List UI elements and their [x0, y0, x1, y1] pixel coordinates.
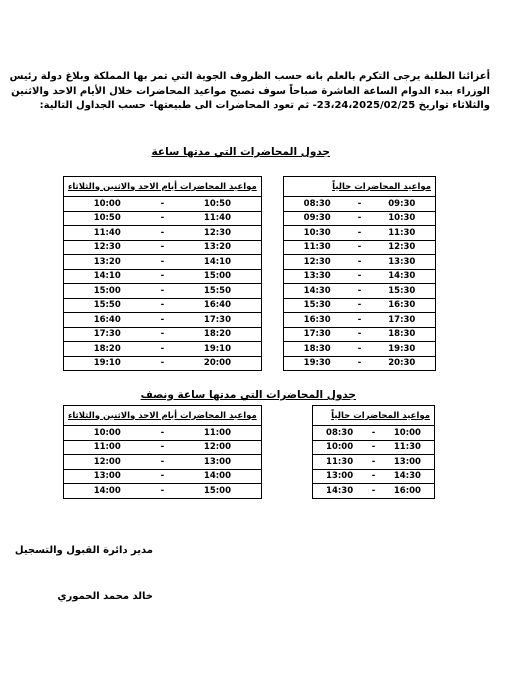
- table-row: [64, 313, 262, 328]
- start-time: 14:00: [93, 485, 121, 496]
- table-row: [313, 426, 435, 441]
- start-time: 18:30: [284, 342, 351, 357]
- separator: -: [350, 226, 368, 241]
- end-time: 16:40: [174, 298, 261, 313]
- end-time: 20:00: [203, 358, 231, 369]
- start-time: 13:00: [313, 469, 367, 484]
- separator: -: [350, 313, 368, 328]
- intro-line-3: والثلاثاء تواريخ 23،24،2025/02/25- ثم تعود المحاضرات الى طبيعتها- حسب الجداول التالية:: [39, 100, 490, 111]
- table-row: [64, 284, 262, 299]
- table-row: [64, 455, 262, 470]
- start-time: 11:30: [284, 240, 351, 255]
- start-time: 12:00: [64, 455, 151, 470]
- separator: -: [150, 455, 174, 470]
- intro-line-2: الوزراء ببدء الدوام الساعة العاشرة صباحاً سوف تصبح مواعيد المحاضرات خلال الأيام الاحد والاثنين: [11, 85, 490, 97]
- table-row: [284, 255, 436, 270]
- end-time: 20:30: [388, 358, 416, 369]
- start-time: 13:20: [64, 255, 151, 270]
- start-time: 11:00: [64, 440, 151, 455]
- table-row: [64, 269, 262, 284]
- start-time: 16:40: [64, 313, 151, 328]
- signature-name: خالد محمد الحموري: [57, 591, 153, 602]
- end-time: 13:30: [369, 255, 436, 270]
- section1-current-table: [283, 176, 436, 371]
- start-time: 08:30: [284, 197, 351, 212]
- end-time: 14:00: [174, 469, 261, 484]
- start-time: 13:30: [284, 269, 351, 284]
- table-row: [64, 342, 262, 357]
- end-time: 19:30: [369, 342, 436, 357]
- table-row: [284, 313, 436, 328]
- end-time: 10:30: [369, 211, 436, 226]
- end-time: 17:30: [369, 313, 436, 328]
- separator: -: [357, 358, 362, 369]
- table-row: [284, 284, 436, 299]
- table-row: [64, 255, 262, 270]
- start-time: 17:30: [284, 327, 351, 342]
- separator: -: [371, 485, 376, 496]
- end-time: 10:50: [174, 197, 261, 212]
- separator: -: [150, 469, 174, 484]
- end-time: 16:30: [369, 298, 436, 313]
- table-row: [64, 226, 262, 241]
- end-time: 09:30: [369, 197, 436, 212]
- end-time: 13:00: [381, 455, 435, 470]
- start-time: 10:00: [64, 197, 151, 212]
- table-row: [313, 440, 435, 455]
- end-time: 18:20: [174, 327, 261, 342]
- section2-heading: جدول المحاضرات التي مدتها ساعة ونصف: [140, 389, 356, 401]
- table-row: [64, 469, 262, 484]
- separator: -: [150, 342, 174, 357]
- separator: -: [150, 426, 174, 441]
- table-row: [64, 197, 262, 212]
- end-time: 13:20: [174, 240, 261, 255]
- signature-title: مدير دائرة القبول والتسجيل: [14, 545, 153, 556]
- table-row: [284, 197, 436, 212]
- end-time: 11:30: [381, 440, 435, 455]
- start-time: 17:30: [64, 327, 151, 342]
- table-row: [64, 426, 262, 441]
- end-time: 19:10: [174, 342, 261, 357]
- start-time: 08:30: [313, 426, 367, 441]
- separator: -: [150, 226, 174, 241]
- separator: -: [150, 197, 174, 212]
- end-time: 15:30: [369, 284, 436, 299]
- end-time: 15:00: [174, 269, 261, 284]
- intro-paragraph: [9, 70, 490, 114]
- section2-current-table: [312, 405, 435, 499]
- section2-new-header: مواعيد المحاضرات أيام الاحد والاثنين والثلاثاء: [64, 406, 262, 426]
- table-row: [313, 469, 435, 484]
- table-row: [64, 484, 262, 499]
- separator: -: [150, 327, 174, 342]
- section1-new-header: مواعيد المحاضرات أيام الاحد والاثنين والثلاثاء: [64, 177, 262, 197]
- start-time: 16:30: [284, 313, 351, 328]
- table-row: [284, 327, 436, 342]
- end-time: 15:50: [174, 284, 261, 299]
- separator: -: [160, 358, 165, 369]
- end-time: 16:00: [393, 485, 421, 496]
- separator: -: [150, 284, 174, 299]
- table-row: [284, 226, 436, 241]
- start-time: 14:30: [284, 284, 351, 299]
- start-time: 15:50: [64, 298, 151, 313]
- separator: -: [150, 255, 174, 270]
- separator: -: [150, 211, 174, 226]
- start-time: 10:00: [313, 440, 367, 455]
- start-time: 19:10: [93, 358, 121, 369]
- table-row: [64, 440, 262, 455]
- section2-new-table: [63, 405, 262, 499]
- table-row: [313, 455, 435, 470]
- table-row: [284, 298, 436, 313]
- start-time: 10:50: [64, 211, 151, 226]
- end-time: 18:30: [369, 327, 436, 342]
- end-time: 14:30: [381, 469, 435, 484]
- start-time: 11:30: [313, 455, 367, 470]
- separator: -: [350, 255, 368, 270]
- separator: -: [350, 327, 368, 342]
- table-row: [64, 356, 262, 371]
- separator: -: [350, 240, 368, 255]
- start-time: 12:30: [284, 255, 351, 270]
- end-time: 12:00: [174, 440, 261, 455]
- separator: -: [366, 455, 381, 470]
- end-time: 12:30: [174, 226, 261, 241]
- separator: -: [150, 240, 174, 255]
- separator: -: [160, 485, 165, 496]
- start-time: 12:30: [64, 240, 151, 255]
- section1-new-table: [63, 176, 262, 371]
- start-time: 14:30: [326, 485, 354, 496]
- table-row: [284, 240, 436, 255]
- start-time: 09:30: [284, 211, 351, 226]
- start-time: 11:40: [64, 226, 151, 241]
- end-time: 10:00: [381, 426, 435, 441]
- end-time: 14:30: [369, 269, 436, 284]
- table-row: [284, 269, 436, 284]
- separator: -: [366, 469, 381, 484]
- table-row: [64, 298, 262, 313]
- start-time: 10:30: [284, 226, 351, 241]
- end-time: 14:10: [174, 255, 261, 270]
- table-row: [64, 327, 262, 342]
- start-time: 15:00: [64, 284, 151, 299]
- end-time: 12:30: [369, 240, 436, 255]
- separator: -: [350, 269, 368, 284]
- start-time: 13:00: [64, 469, 151, 484]
- separator: -: [350, 298, 368, 313]
- section1-heading: جدول المحاضرات التي مدتها ساعة: [151, 146, 330, 158]
- separator: -: [350, 211, 368, 226]
- end-time: 17:30: [174, 313, 261, 328]
- start-time: 10:00: [64, 426, 151, 441]
- start-time: 19:30: [303, 358, 331, 369]
- separator: -: [150, 440, 174, 455]
- end-time: 11:40: [174, 211, 261, 226]
- section2-current-header: مواعيد المحاضرات حالياً: [313, 406, 435, 426]
- separator: -: [366, 440, 381, 455]
- separator: -: [150, 269, 174, 284]
- table-row: [64, 240, 262, 255]
- start-time: 15:30: [284, 298, 351, 313]
- start-time: 18:20: [64, 342, 151, 357]
- separator: -: [150, 313, 174, 328]
- separator: -: [150, 298, 174, 313]
- separator: -: [350, 342, 368, 357]
- separator: -: [366, 426, 381, 441]
- end-time: 11:30: [369, 226, 436, 241]
- start-time: 14:10: [64, 269, 151, 284]
- table-row: [284, 211, 436, 226]
- end-time: 13:00: [174, 455, 261, 470]
- end-time: 11:00: [174, 426, 261, 441]
- table-row: [64, 211, 262, 226]
- table-row: [284, 356, 436, 371]
- end-time: 15:00: [203, 485, 231, 496]
- section1-current-header: مواعيد المحاضرات حالياً: [284, 177, 436, 197]
- separator: -: [350, 197, 368, 212]
- intro-line-1: أعزائنا الطلبة يرجى التكرم بالعلم بانه حسب الظروف الجوية التي تمر بها المملكة وبلاغ دولة رئيس: [9, 71, 490, 82]
- separator: -: [350, 284, 368, 299]
- table-row: [313, 484, 435, 499]
- table-row: [284, 342, 436, 357]
